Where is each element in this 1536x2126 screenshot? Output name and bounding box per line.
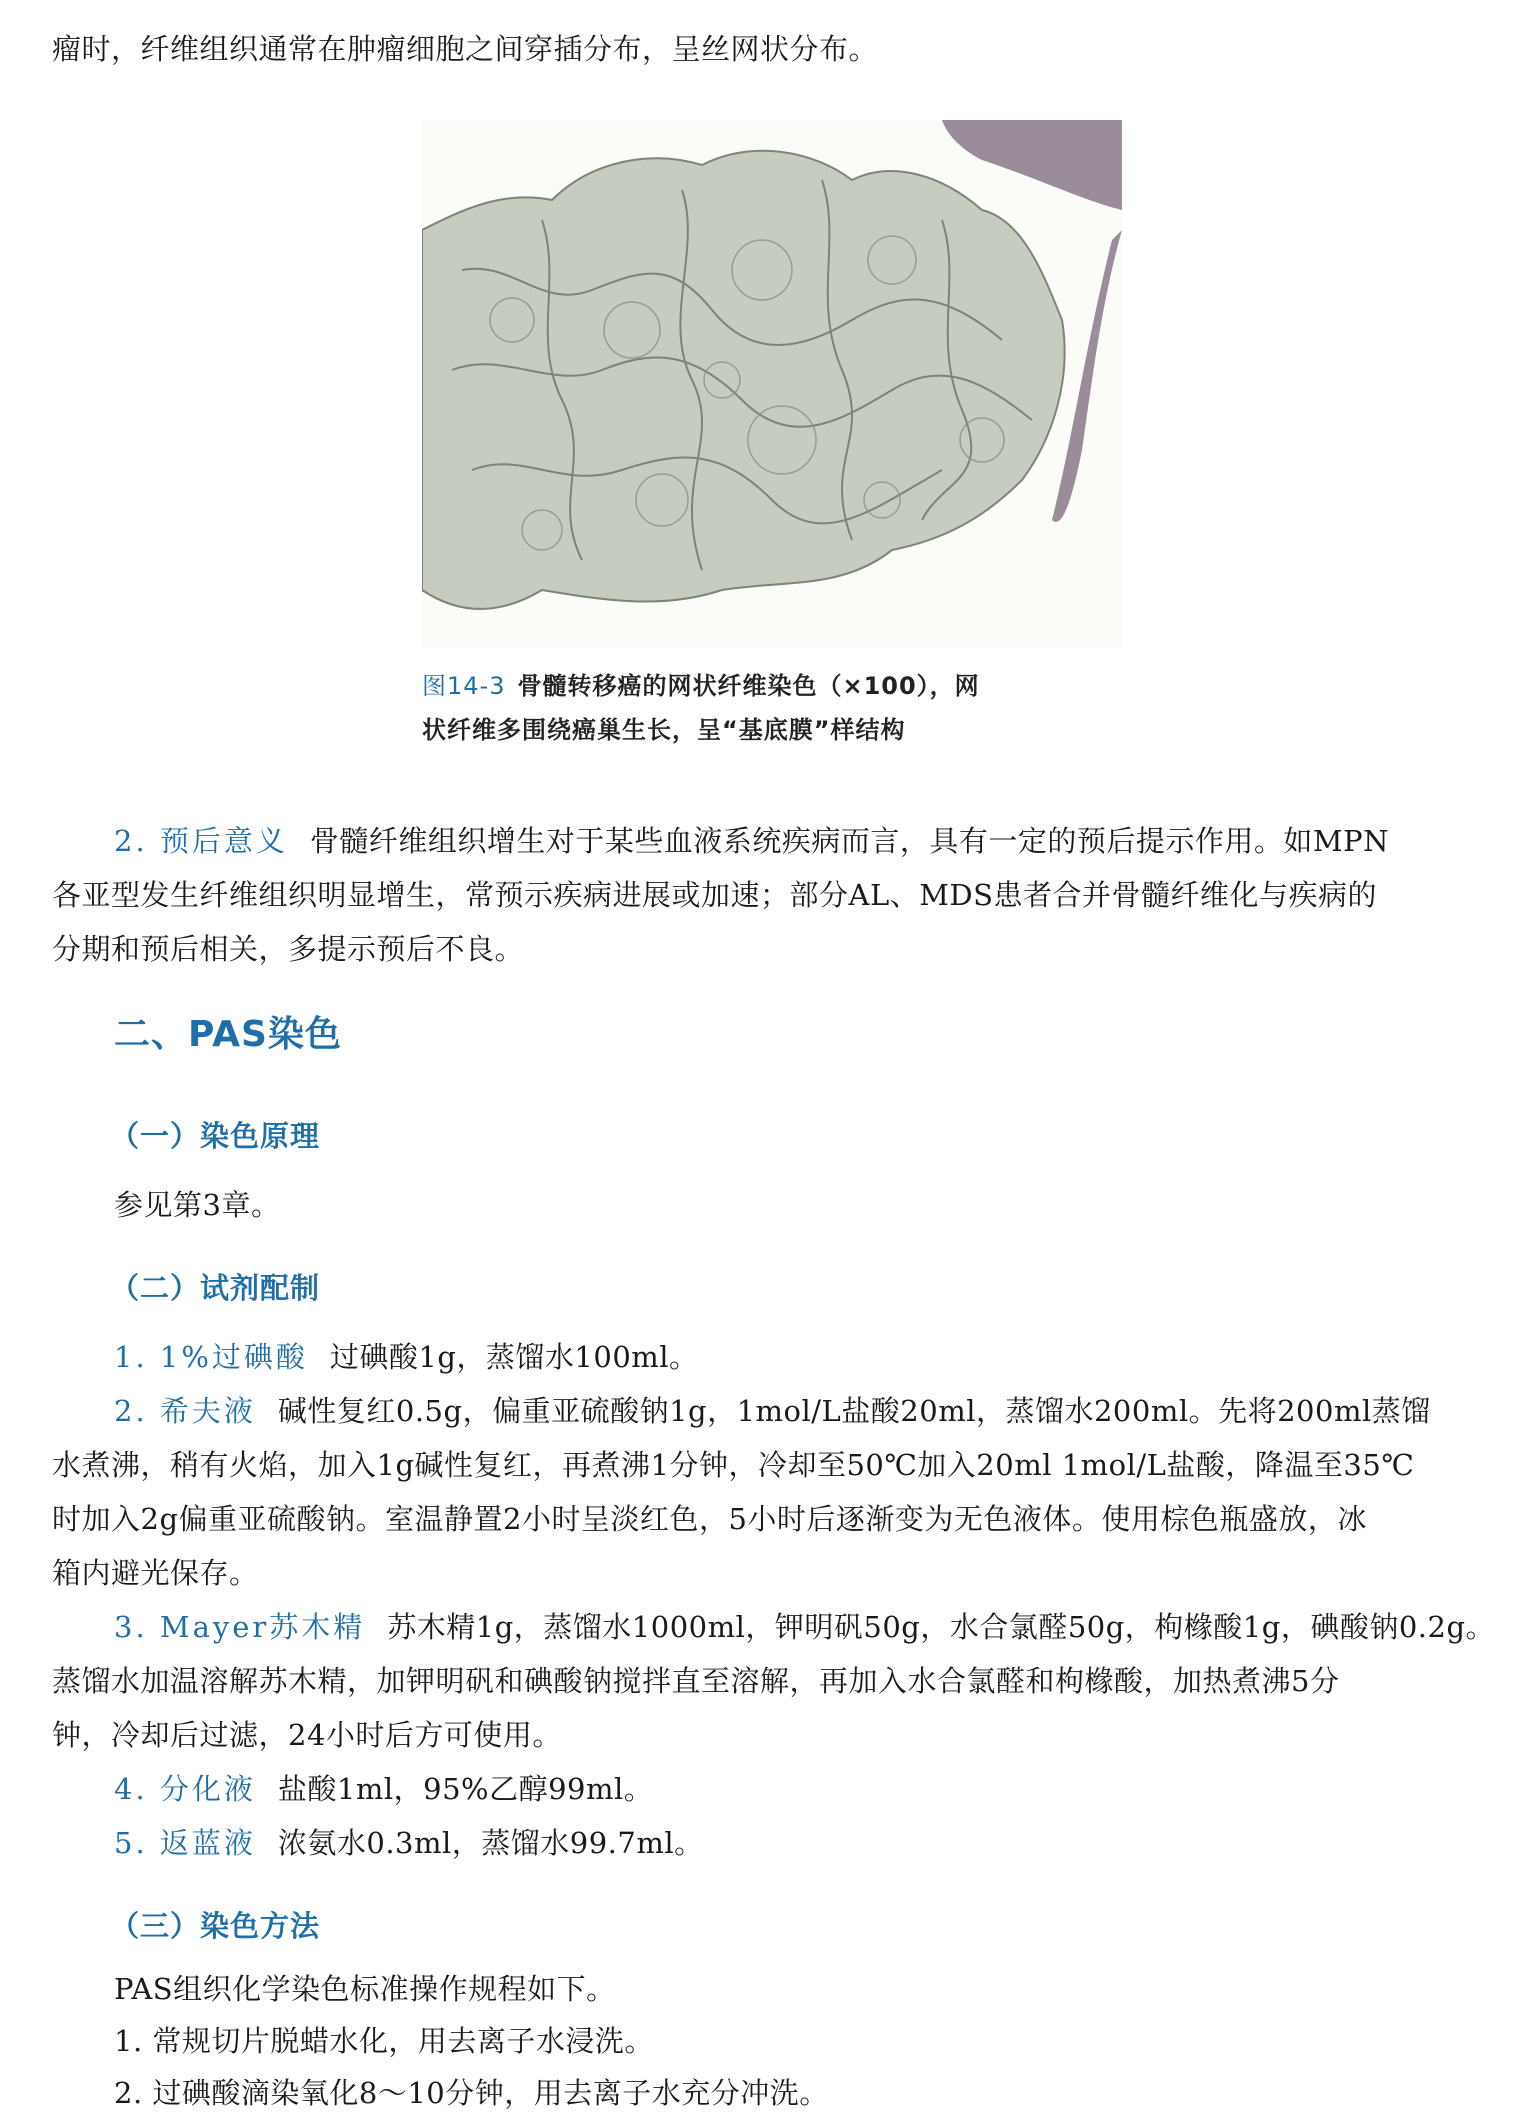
- method-step: 2. 过碘酸滴染氧化8～10分钟，用去离子水充分冲洗。: [114, 2076, 829, 2110]
- figure-caption-line-2: 状纤维多围绕癌巢生长，呈“基底膜”样结构: [422, 716, 906, 744]
- reagent-text: 浓氨水0.3ml，蒸馏水99.7ml。: [277, 1826, 704, 1860]
- paragraph-prognosis: [114, 814, 1494, 868]
- paragraph-line: 箱内避光保存。: [52, 1556, 259, 1590]
- paragraph-line: 参见第3章。: [114, 1188, 281, 1222]
- paragraph-line: 各亚型发生纤维组织明显增生，常预示疾病进展或加速；部分AL、MDS患者合并骨髓纤维化与疾病的: [52, 878, 1378, 912]
- reagent-lead: 1. 1%过碘酸: [114, 1340, 308, 1374]
- reagent-item: [114, 1330, 1494, 1384]
- paragraph-line: 瘤时，纤维组织通常在肿瘤细胞之间穿插分布，呈丝网状分布。: [52, 32, 879, 66]
- method-step: 1. 常规切片脱蜡水化，用去离子水浸洗。: [114, 2024, 654, 2058]
- reagent-text: 盐酸1ml，95%乙醇99ml。: [277, 1772, 654, 1806]
- subsection-heading: （二）试剂配制: [110, 1271, 321, 1305]
- figure-caption-line-1: 骨髓转移癌的网状纤维染色（×100），网: [517, 672, 980, 700]
- reagent-item: [114, 1816, 1494, 1870]
- paragraph-line: 钟，冷却后过滤，24小时后方可使用。: [52, 1718, 562, 1752]
- reagent-item: [114, 1384, 1494, 1438]
- paragraph-line: 蒸馏水加温溶解苏木精，加钾明矾和碘酸钠搅拌直至溶解，再加入水合氯醛和枸橼酸，加热煮沸5分: [52, 1664, 1340, 1698]
- reagent-lead: 3. Mayer苏木精: [114, 1610, 366, 1644]
- paragraph-line: 水煮沸，稍有火焰，加入1g碱性复红，再煮沸1分钟，冷却至50℃加入20ml 1mol/L盐酸，降温至35℃: [52, 1448, 1415, 1482]
- reagent-lead: 4. 分化液: [114, 1772, 256, 1806]
- figure-caption: [422, 664, 1132, 708]
- reagent-item: [114, 1762, 1494, 1816]
- reagent-lead: 2. 希夫液: [114, 1394, 256, 1428]
- paragraph-lead: 2. 预后意义: [114, 824, 288, 858]
- paragraph-line: 时加入2g偏重亚硫酸钠。室温静置2小时呈淡红色，5小时后逐渐变为无色液体。使用棕色瓶盛放，冰: [52, 1502, 1367, 1536]
- figure-label: 图14-3: [422, 672, 506, 700]
- paragraph-line: 分期和预后相关，多提示预后不良。: [52, 932, 525, 966]
- subsection-heading: （三）染色方法: [110, 1909, 321, 1943]
- micrograph-figure: [422, 120, 1122, 648]
- reagent-text: 过碘酸1g，蒸馏水100ml。: [329, 1340, 699, 1374]
- paragraph-text: 骨髓纤维组织增生对于某些血液系统疾病而言，具有一定的预后提示作用。如MPN: [309, 824, 1389, 858]
- micrograph-image: [422, 120, 1122, 648]
- section-heading: 二、PAS染色: [114, 1014, 342, 1055]
- paragraph-line: PAS组织化学染色标准操作规程如下。: [114, 1972, 616, 2006]
- reagent-item: [114, 1600, 1494, 1654]
- subsection-heading: （一）染色原理: [110, 1119, 321, 1153]
- reagent-text: 苏木精1g，蒸馏水1000ml，钾明矾50g，水合氯醛50g，枸橼酸1g，碘酸钠0.2g。: [387, 1610, 1496, 1644]
- reagent-lead: 5. 返蓝液: [114, 1826, 256, 1860]
- reagent-text: 碱性复红0.5g，偏重亚硫酸钠1g，1mol/L盐酸20ml，蒸馏水200ml。先将200ml蒸馏: [277, 1394, 1431, 1428]
